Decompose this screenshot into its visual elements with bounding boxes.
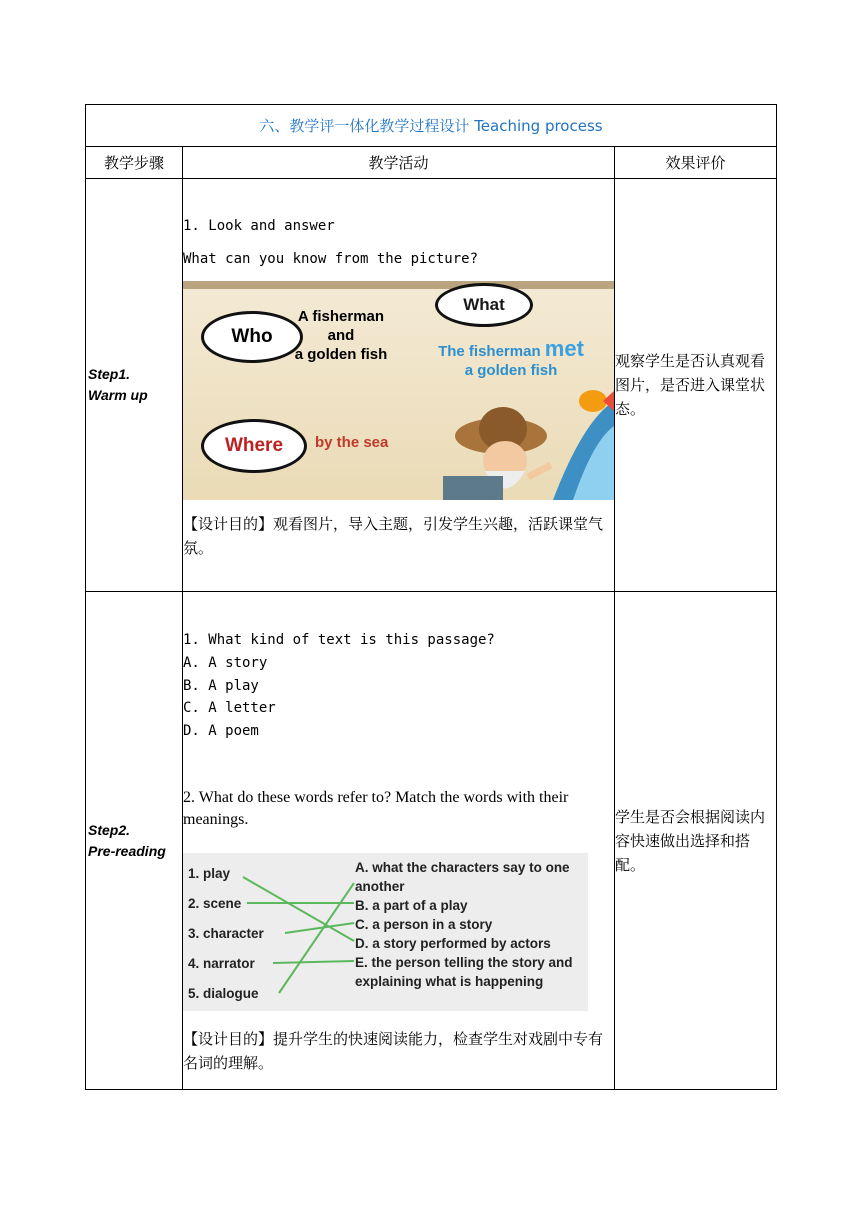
step1-purpose: 【设计目的】观看图片，导入主题，引发学生兴趣，活跃课堂气氛。: [183, 515, 604, 557]
option-a: A. A story: [183, 655, 268, 671]
header-row: [86, 147, 777, 179]
teaching-process-table: [85, 104, 777, 1090]
match-word-5: 5. dialogue: [188, 986, 259, 1001]
step2-q1: 1. What kind of text is this passage?: [183, 632, 495, 648]
header-step: 教学步骤: [86, 147, 183, 179]
step2-options: [183, 652, 614, 742]
step2-name: Step2. Pre-reading: [86, 592, 183, 1090]
match-meaning-b: B. a part of a play: [355, 898, 468, 913]
step2-evaluation: 学生是否会根据阅读内容快速做出选择和搭配。: [615, 592, 777, 1090]
match-word-1: 1. play: [188, 866, 231, 881]
matching-exercise-image: [183, 853, 588, 1011]
where-bubble: Where: [201, 419, 307, 473]
match-meaning-a: A. what the characters say to one another: [355, 860, 570, 894]
fisherman-illustration: [433, 381, 614, 500]
step2-q2: 2. What do these words refer to? Match the words with their meanings.: [183, 789, 569, 828]
header-evaluation: 效果评价: [615, 147, 777, 179]
warmup-picture: [183, 281, 614, 500]
option-c: C. A letter: [183, 700, 276, 716]
step1-q2: What can you know from the picture?: [183, 251, 479, 267]
match-word-3: 3. character: [188, 926, 264, 941]
what-answer: The fisherman met a golden fish: [438, 336, 584, 379]
step1-name: Step1. Warm up: [86, 179, 183, 592]
match-meaning-c: C. a person in a story: [355, 917, 493, 932]
step2-activity: [183, 592, 615, 1090]
who-answer: A fisherman and a golden fish: [294, 308, 388, 363]
step1-row: [86, 179, 777, 592]
header-activity: 教学活动: [183, 147, 615, 179]
step2-purpose: 【设计目的】提升学生的快速阅读能力，检查学生对戏剧中专有名词的理解。: [183, 1030, 604, 1072]
picture-border-strip: [183, 281, 614, 289]
table-title: 六、教学评一体化教学过程设计 Teaching process: [86, 105, 777, 147]
match-word-4: 4. narrator: [188, 956, 255, 971]
step1-q1: 1. Look and answer: [183, 218, 335, 234]
match-word-2: 2. scene: [188, 896, 242, 911]
match-meaning-e: E. the person telling the story and explaining what is happening: [355, 955, 573, 989]
who-bubble: Who: [201, 311, 303, 363]
option-b: B. A play: [183, 677, 259, 694]
where-answer: by the sea: [315, 434, 389, 451]
step2-row: [86, 592, 777, 1090]
option-d: D. A poem: [183, 722, 259, 739]
match-meaning-d: D. a story performed by actors: [355, 936, 551, 951]
step1-evaluation: 观察学生是否认真观看图片，是否进入课堂状态。: [615, 179, 777, 592]
what-bubble: What: [435, 283, 533, 327]
step1-activity: [183, 179, 615, 592]
